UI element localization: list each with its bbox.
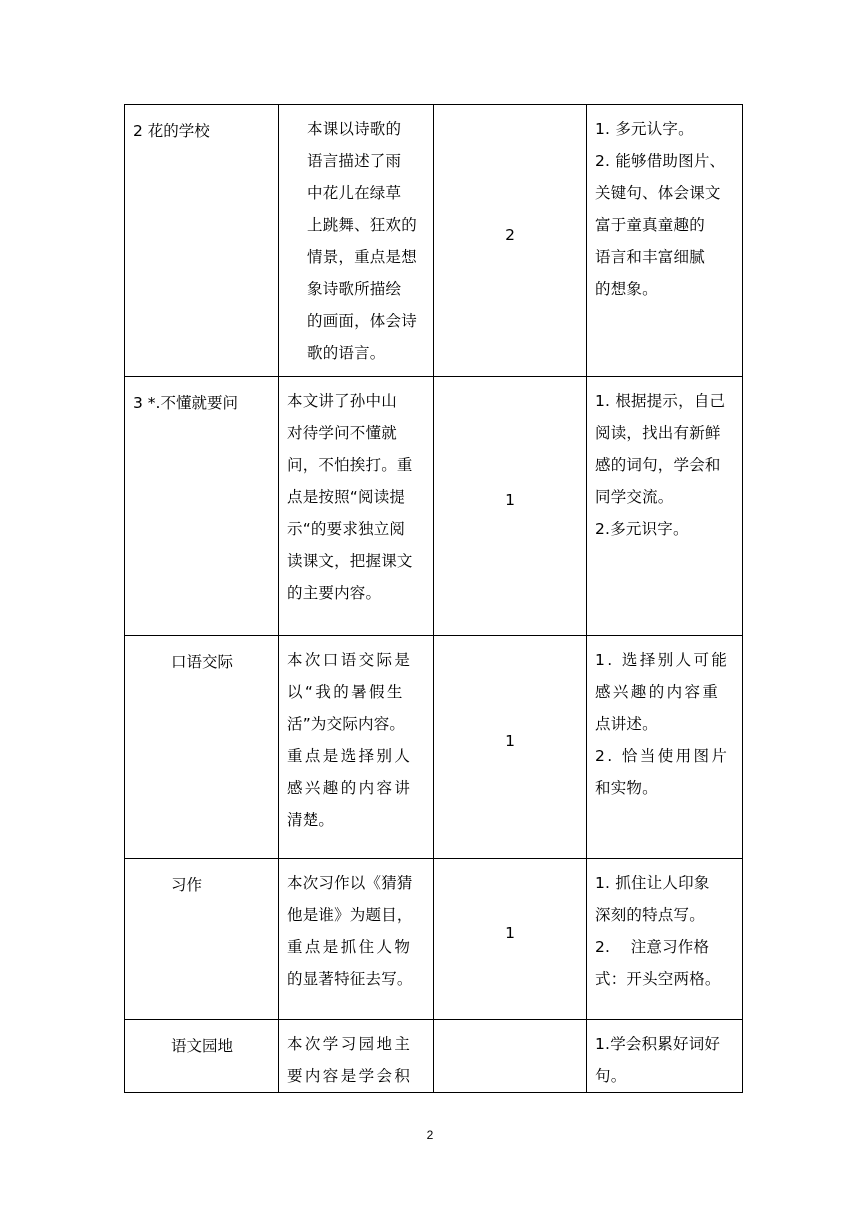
goal-line: 语言和丰富细腻 [595, 248, 705, 266]
page-number: 2 [426, 1128, 434, 1142]
description-line: 本文讲了孙中山 [287, 392, 397, 410]
goal-line: 2. 恰当使用图片 [595, 747, 730, 765]
lesson-hours [434, 1020, 587, 1093]
lesson-title: 语文园地 [171, 1037, 234, 1055]
description-line: 象诗歌所描绘 [307, 280, 402, 298]
table-row [125, 377, 743, 636]
goal-line: 1. 根据提示，自己 [595, 392, 726, 410]
lesson-plan-table [124, 104, 743, 1093]
lesson-goal-cell [587, 1020, 743, 1093]
goal-line: 深刻的特点写。 [595, 906, 705, 924]
description-line: 上跳舞、狂欢的 [307, 216, 417, 234]
description-line: 要内容是学会积 [287, 1067, 413, 1085]
description-line: 对待学问不懂就 [287, 424, 397, 442]
lesson-title: 2 花的学校 [133, 122, 210, 140]
lesson-goal-cell [587, 859, 743, 1020]
goal-line: 式：开头空两格。 [595, 970, 721, 988]
description-line: 重点是抓住人物 [287, 938, 413, 956]
description-line: 读课文，把握课文 [287, 552, 413, 570]
lesson-goal-cell [587, 377, 743, 636]
lesson-title-cell [125, 859, 279, 1020]
goal-line: 句。 [595, 1067, 627, 1085]
table-row [125, 1020, 743, 1093]
table-row [125, 859, 743, 1020]
goal-line: 富于童真童趣的 [595, 216, 705, 234]
description-line: 活”为交际内容。 [287, 715, 406, 733]
description-line: 本课以诗歌的 [307, 120, 402, 138]
lesson-title: 口语交际 [171, 653, 234, 671]
goal-line: 1.学会积累好词好 [595, 1035, 721, 1053]
lesson-hours: 1 [434, 377, 587, 636]
lesson-title: 3 *.不懂就要问 [133, 394, 238, 412]
lesson-hours: 2 [434, 105, 587, 377]
goal-line: 2. 注意习作格 [595, 938, 710, 956]
description-line: 感兴趣的内容讲 [287, 779, 413, 797]
lesson-description-cell [279, 636, 434, 859]
description-line: 本次口语交际是 [287, 651, 413, 669]
lesson-hours: 1 [434, 636, 587, 859]
lesson-title-cell [125, 377, 279, 636]
goal-line: 同学交流。 [595, 488, 674, 506]
lesson-title-cell [125, 1020, 279, 1093]
goal-line: 感的词句，学会和 [595, 456, 721, 474]
description-line: 清楚。 [287, 811, 335, 829]
goal-line: 1. 抓住让人印象 [595, 874, 710, 892]
description-line: 以“我的暑假生 [287, 683, 405, 701]
description-line: 的画面，体会诗 [307, 312, 417, 330]
description-line: 的主要内容。 [287, 584, 382, 602]
lesson-title-cell [125, 636, 279, 859]
goal-line: 1. 选择别人可能 [595, 651, 730, 669]
description-line: 的显著特征去写。 [287, 970, 413, 988]
description-line: 示“的要求独立阅 [287, 520, 406, 538]
lesson-description-cell [279, 1020, 434, 1093]
goal-line: 阅读，找出有新鲜 [595, 424, 721, 442]
lesson-goal-cell [587, 636, 743, 859]
goal-line: 点讲述。 [595, 715, 658, 733]
description-line: 他是谁》为题目， [287, 906, 413, 924]
description-line: 本次学习园地主 [287, 1035, 413, 1053]
description-line: 重点是选择别人 [287, 747, 413, 765]
lesson-description-cell [279, 859, 434, 1020]
description-line: 本次习作以《猜猜 [287, 874, 413, 892]
goal-line: 关键句、体会课文 [595, 184, 721, 202]
lesson-title: 习作 [171, 876, 203, 894]
description-line: 歌的语言。 [307, 344, 386, 362]
description-line: 点是按照“阅读提 [287, 488, 406, 506]
table-row [125, 105, 743, 377]
lesson-hours: 1 [434, 859, 587, 1020]
goal-line: 和实物。 [595, 779, 658, 797]
goal-line: 感兴趣的内容重 [595, 683, 721, 701]
lesson-description-cell [279, 105, 434, 377]
description-line: 语言描述了雨 [307, 152, 402, 170]
description-line: 情景，重点是想 [307, 248, 417, 266]
lesson-description-cell [279, 377, 434, 636]
description-line: 问，不怕挨打。重 [287, 456, 413, 474]
table-row [125, 636, 743, 859]
goal-line: 2. 能够借助图片、 [595, 152, 726, 170]
goal-line: 2.多元识字。 [595, 520, 689, 538]
lesson-goal-cell [587, 105, 743, 377]
description-line: 中花儿在绿草 [307, 184, 402, 202]
goal-line: 1. 多元认字。 [595, 120, 694, 138]
goal-line: 的想象。 [595, 280, 658, 298]
lesson-title-cell [125, 105, 279, 377]
